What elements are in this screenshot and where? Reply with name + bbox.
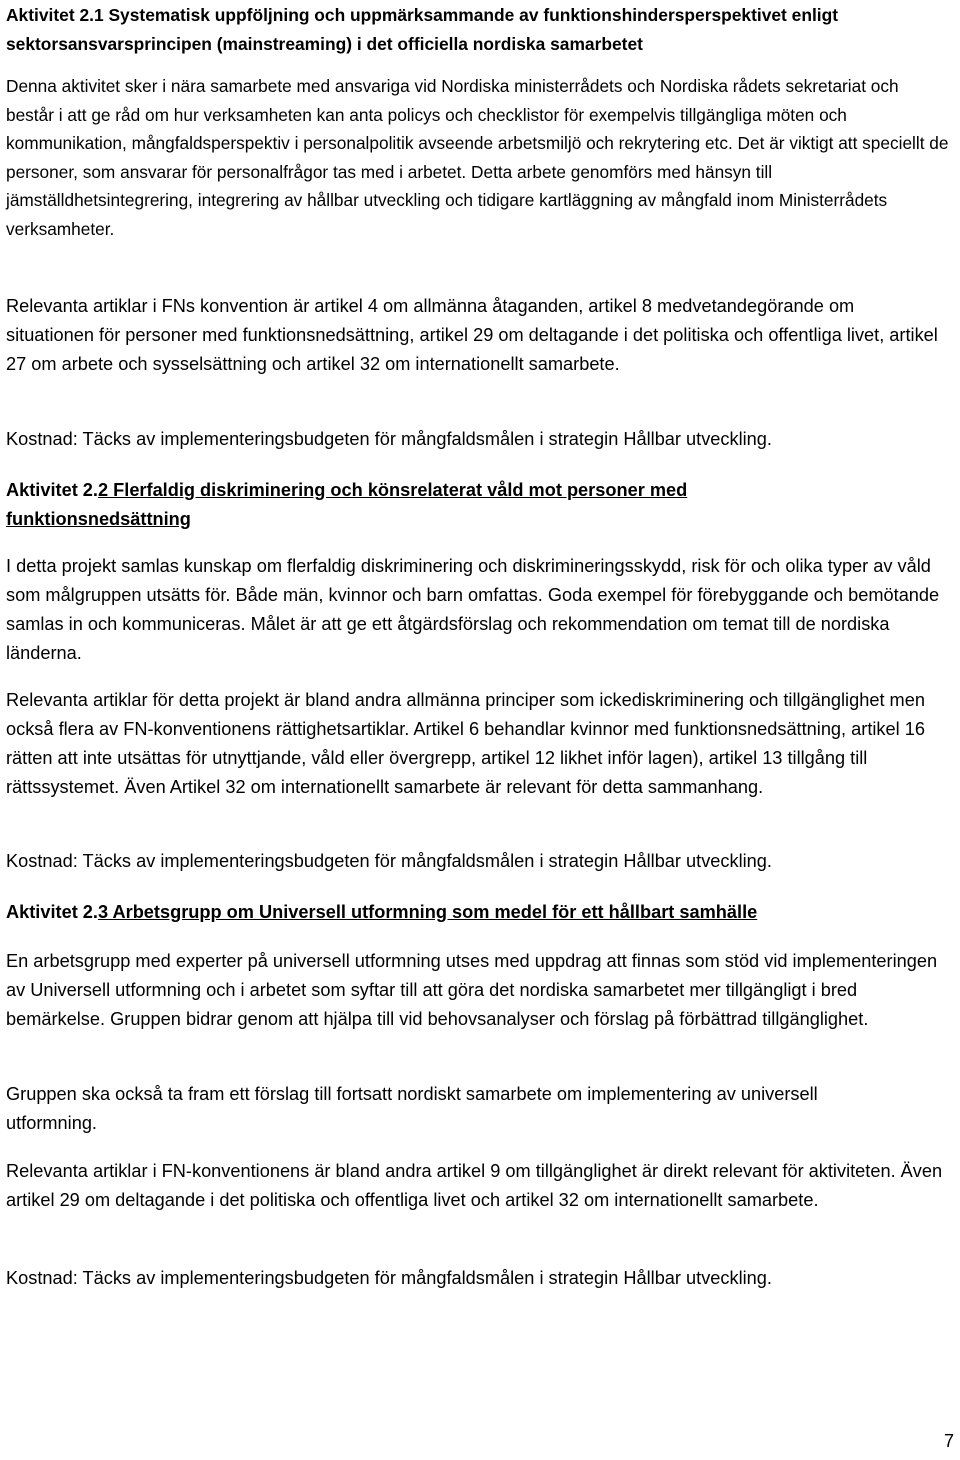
heading-text: 2 Flerfaldig diskriminering och könsrelaterat våld mot personer med funktionsnedsättning — [6, 480, 688, 529]
section-2-3-paragraph-2: Gruppen ska också ta fram ett förslag till fortsatt nordiskt samarbete om implementering av universell utformning. — [6, 1084, 818, 1133]
section-2-2-cost: Kostnad: Täcks av implementeringsbudgeten för mångfaldsmålen i strategin Hållbar utveckling. — [6, 851, 772, 871]
section-2-3-paragraph-3: Relevanta artiklar i FN-konventionens är bland andra artikel 9 om tillgänglighet är direkt relevant för aktiviteten. Även artikel 29 om deltagande i det politiska och offentliga livet och artikel 32 om internationellt samarbete. — [6, 1161, 943, 1210]
heading-text: 3 Arbetsgrupp om Universell utformning som medel för ett hållbart samhälle — [97, 902, 758, 922]
section-heading-2-3 — [6, 898, 951, 927]
heading-prefix: Aktivitet 2. — [6, 480, 98, 500]
section-2-2-paragraph-2: Relevanta artiklar för detta projekt är bland andra allmänna principer som ickediskriminering och tillgänglighet men också flera av FN-konventionens rättighetsartiklar. Artikel 6 behandlar kvinnor med funktionsnedsättning, artikel 16 rätten att inte utsättas för utnyttjande, våld eller övergrepp, artikel 12 likhet inför lagen), artikel 13 tillgång till rättssystemet. Även Artikel 32 om internationellt samarbete är relevant för detta sammanhang. — [6, 690, 925, 797]
page-number: 7 — [943, 1431, 954, 1451]
section-heading-2-2 — [6, 476, 806, 534]
section-2-3-paragraph-1: En arbetsgrupp med experter på universell utformning utses med uppdrag att finnas som stöd vid implementeringen av Universell utformning och i arbetet som syftar till att göra det nordiska samarbetet mer tillgängligt i bred bemärkelse. Gruppen bidrar genom att hjälpa till vid behovsanalyser och förslag på förbättrad tillgänglighet. — [6, 951, 938, 1029]
heading-prefix: Aktivitet 2. — [6, 902, 98, 922]
section-heading-2-1 — [6, 1, 946, 58]
section-2-1-cost: Kostnad: Täcks av implementeringsbudgeten för mångfaldsmålen i strategin Hållbar utveckling. — [6, 429, 772, 449]
section-2-1-paragraph-1: Denna aktivitet sker i nära samarbete med ansvariga vid Nordiska ministerrådets och Nordiska rådets sekretariat och består i att ge råd om hur verksamheten kan anta policys och checklistor för exempelvis tillgängliga möten och kommunikation, mångfaldsperspektiv i personalpolitik avseende arbetsmiljö och rekrytering etc. Det är viktigt att speciellt de personer, som ansvarar för personalfrågor tas med i arbetet. Detta arbete genomförs med hänsyn till jämställdhetsintegrering, integrering av hållbar utveckling och tidigare kartläggning av mångfald inom Ministerrådets verksamheter. — [6, 76, 949, 239]
section-2-1-paragraph-2: Relevanta artiklar i FNs konvention är artikel 4 om allmänna åtaganden, artikel 8 medvetandegörande om situationen för personer med funktionsnedsättning, artikel 29 om deltagande i det politiska och offentliga livet, artikel 27 om arbete och sysselsättning och artikel 32 om internationellt samarbete. — [6, 296, 938, 374]
heading-text: 1 Systematisk uppföljning och uppmärksammande av funktionshindersperspektivet enligt sektorsansvarsprincipen (mainstreaming) i det officiella nordiska samarbetet — [6, 5, 839, 54]
heading-prefix: Aktivitet 2. — [6, 5, 94, 25]
section-2-3-cost: Kostnad: Täcks av implementeringsbudgeten för mångfaldsmålen i strategin Hållbar utveckling. — [6, 1268, 772, 1288]
section-2-2-paragraph-1: I detta projekt samlas kunskap om flerfaldig diskriminering och diskrimineringsskydd, risk för och olika typer av våld som målgruppen utsätts för. Både män, kvinnor och barn omfattas. Goda exempel för förebyggande och bemötande samlas in och kommuniceras. Målet är att ge ett åtgärdsförslag och rekommendation om temat till de nordiska länderna. — [6, 556, 940, 663]
